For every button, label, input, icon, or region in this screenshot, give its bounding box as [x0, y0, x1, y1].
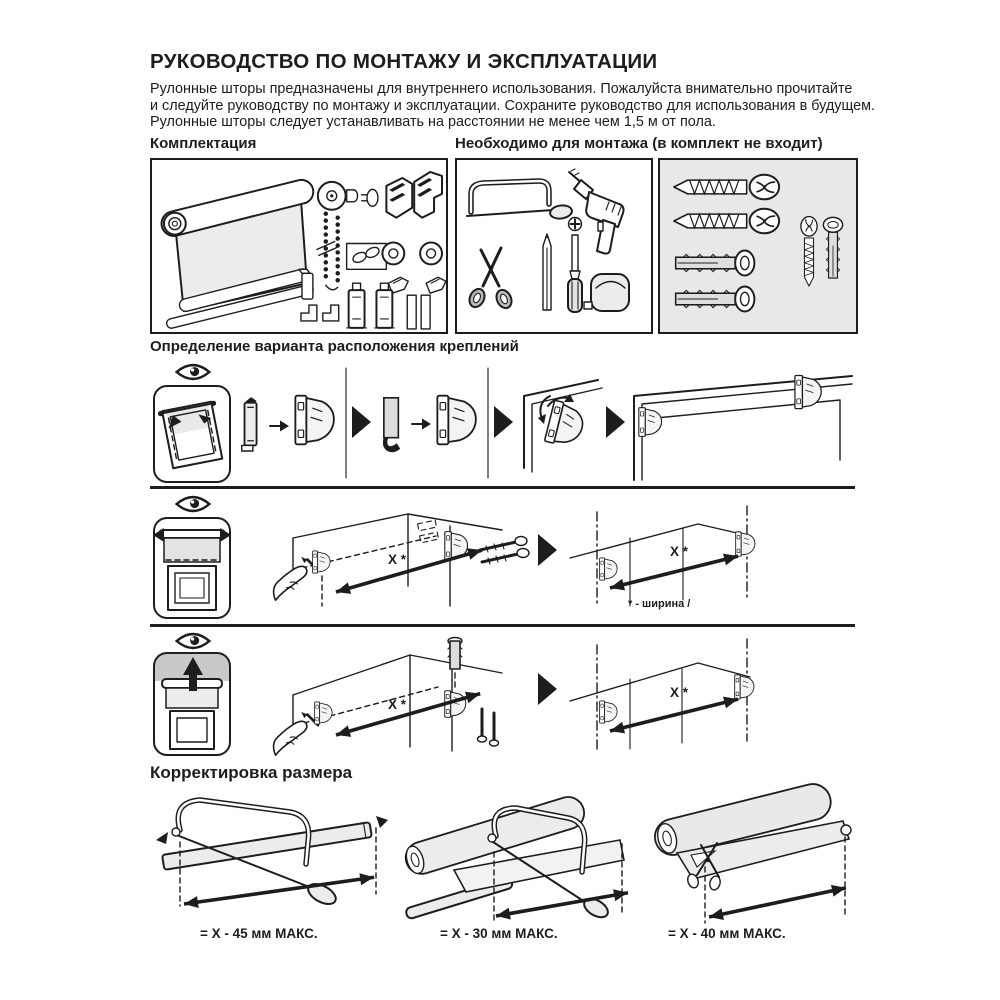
clip-part [426, 277, 446, 293]
bracket-part [736, 532, 755, 556]
cut-fabric-figure [635, 775, 865, 930]
screw-icon [482, 549, 529, 565]
dimension-arrow [708, 882, 847, 923]
dimension-arrow [183, 871, 375, 910]
kit-figure [150, 158, 448, 334]
hacksaw-icon [467, 181, 573, 220]
tools-section-title: Необходимо для монтажа (в комплект не входит) [455, 135, 823, 152]
x-width-label: X * [670, 544, 689, 559]
roller-blind-part [162, 180, 314, 328]
ceiling-mount-panel [154, 653, 230, 755]
resize-section-title: Корректировка размера [150, 763, 353, 782]
step-arrow-icon [538, 534, 557, 566]
step-arrow-icon [494, 406, 513, 438]
wall-plug-icon [448, 638, 462, 688]
cut-tube-figure [392, 780, 637, 930]
x-width-label: X * [388, 697, 407, 712]
screw-icon [674, 209, 779, 234]
bracket-part [600, 558, 618, 580]
ceiling-mark-and-screw-diagram [274, 638, 502, 756]
bracket-part [735, 675, 754, 699]
hand-pencil-icon [274, 712, 318, 755]
width-footnote: * - ширина / [628, 598, 691, 610]
hang-bracket-on-frame [524, 380, 602, 472]
washer-part [382, 243, 442, 265]
knob-part [362, 189, 378, 206]
screwdriver-icon [568, 218, 582, 313]
screw-icon [490, 713, 499, 746]
screw-icon [478, 709, 487, 742]
step-arrow-icon [352, 406, 371, 438]
bracket-part [600, 701, 618, 723]
tape-measure-icon [584, 274, 629, 311]
bracket-part [295, 396, 334, 445]
direction-arrow-icon [270, 421, 289, 432]
window-sash-panel [154, 386, 230, 482]
screw-icon [801, 217, 817, 287]
eye-icon [177, 497, 210, 511]
pencil-icon [543, 234, 551, 310]
ceiling-brackets-result [570, 639, 754, 749]
mark-and-screw-diagram [274, 514, 529, 606]
wall-plug-icon [676, 287, 755, 312]
bracket-part [313, 551, 331, 573]
wall-mount-panel [153, 518, 231, 618]
fasteners-figure [658, 158, 858, 334]
intro-line: Рулонные шторы следует устанавливать на расстоянии не менее чем 1,5 м от пола. [150, 114, 716, 131]
page-title: РУКОВОДСТВО ПО МОНТАЖУ И ЭКСПЛУАТАЦИИ [150, 50, 658, 73]
eye-icon [177, 365, 210, 379]
placement-step-row-1 [150, 362, 855, 484]
mount-bracket-part [386, 178, 412, 218]
section-divider [150, 624, 855, 627]
wall-plug-icon [823, 217, 842, 278]
placement-step-row-2 [150, 494, 855, 622]
intro-line: Рулонные шторы предназначены для внутреннего использования. Пожалуйста внимательно прочитайте [150, 81, 853, 97]
x-width-label: X * [670, 685, 689, 700]
dimension-arrow [495, 887, 629, 922]
hand-pencil-icon [274, 557, 318, 600]
eye-icon [177, 634, 210, 648]
direction-arrow-icon [412, 419, 431, 430]
step-arrow-icon [606, 406, 625, 438]
tube-end [841, 825, 851, 835]
scissors-icon [467, 248, 515, 311]
placement-step-row-3 [150, 631, 855, 761]
wall-plug-icon [676, 251, 755, 276]
intro-paragraph [150, 81, 875, 131]
wall-brackets-result [570, 506, 755, 606]
mount-bracket-part [414, 172, 442, 218]
cut-limit-label-bottom-bar: = X - 45 мм МАКС. [200, 926, 318, 941]
cut-end-arrow [376, 816, 388, 828]
kit-illustration [152, 160, 442, 327]
fasteners-illustration [660, 160, 852, 327]
bracket-part [437, 396, 476, 445]
cut-end-arrow [156, 832, 168, 844]
section-divider [150, 486, 855, 489]
cut-bottom-bar-figure [150, 788, 395, 928]
screw-icon [674, 175, 779, 200]
placement-section-title: Определение варианта расположения креплений [150, 338, 519, 355]
clip-part [242, 397, 257, 451]
cut-limit-label-tube: = X - 30 мм МАКС. [440, 926, 558, 941]
tape-part [383, 398, 400, 452]
bracket-part [315, 702, 333, 724]
x-width-label: X * [388, 552, 407, 567]
cut-limit-label-fabric: = X - 40 мм МАКС. [668, 926, 786, 941]
kit-section-title: Комплектация [150, 135, 257, 152]
step-arrow-icon [538, 673, 557, 705]
intro-line: и следуйте руководству по монтажу и эксплуатации. Сохраните руководство для использования в будущем. [150, 97, 876, 114]
brackets-on-frame-result [634, 375, 852, 480]
tools-figure [455, 158, 653, 334]
small-parts [299, 269, 430, 329]
tools-illustration [457, 160, 647, 327]
